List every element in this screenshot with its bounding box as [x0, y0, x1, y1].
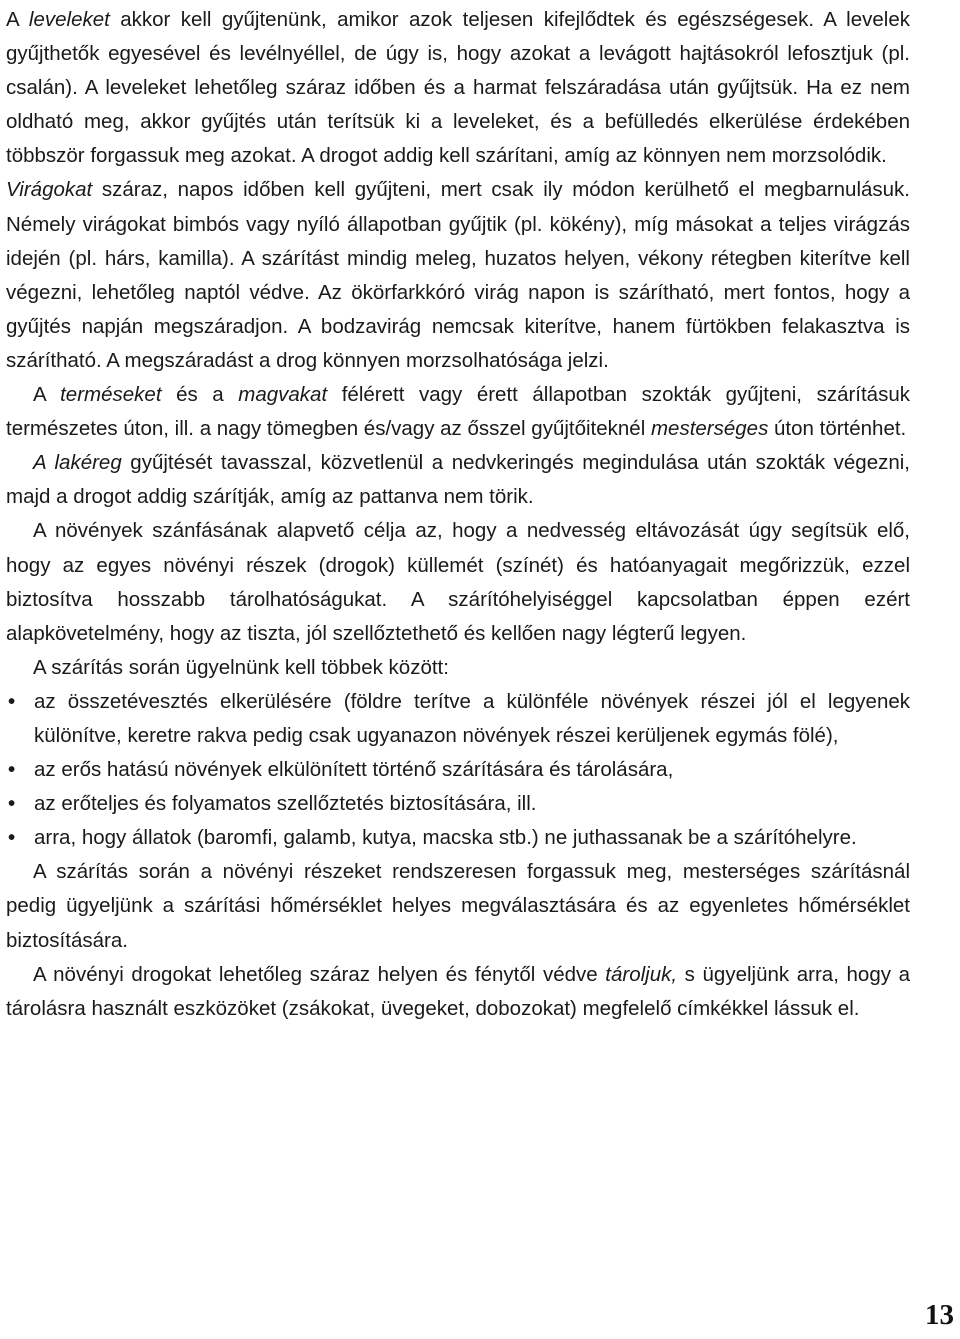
intro-paragraphs	[6, 3, 910, 685]
bullet-icon: •	[8, 758, 16, 782]
italic-term: terméseket	[60, 383, 162, 407]
paragraph-text: gyűjtését tavasszal, közvetlenül a nedvkeringés megindulása után szokták végezni, majd a drogot addig szárítják, amíg az pattanva nem törik.	[6, 451, 911, 509]
paragraph-text: s ügyeljünk arra, hogy a tárolásra használt eszközöket (zsákokat, üvegeket, dobozokat) megfelelő címkékkel lássuk el.	[6, 962, 910, 1020]
page-number: 13	[925, 1299, 954, 1331]
list-item-text: az erős hatású növények elkülönített történő szárítására és tárolására,	[34, 758, 674, 782]
bullet-icon: •	[8, 689, 16, 713]
paragraph-text: száraz, napos időben kell gyűjteni, mert csak ily módon kerülhető el megbarnulásuk. Némely virágokat bimbós vagy nyíló állapotban gyűjtik (pl. kökény), míg másokat a teljes virágzás idején (pl. hárs, kamilla). A szárítást mindig meleg, huzatos helyen, vékony rétegben kiterítve kell végezni, lehetőleg naptól védve. Az ökörfarkkóró virág napon is szárítható, mert fontos, hogy a gyűjtés napján megszáradjon. A bodzavirág nemcsak kiterítve, hanem fürtökben felakasztva is szárítható. A megszáradást a drog könnyen morzsolhatósága jelzi.	[6, 178, 910, 372]
list-item-text: arra, hogy állatok (baromfi, galamb, kutya, macska stb.) ne juthassanak be a szárítóhelyre.	[34, 826, 857, 850]
italic-term: A lakéreg	[33, 451, 122, 475]
paragraph-text: A	[6, 8, 29, 31]
bullet-icon: •	[8, 826, 16, 850]
list-item	[6, 685, 910, 753]
document-body	[6, 3, 910, 1026]
intro-paragraph	[6, 651, 910, 685]
list-item	[6, 753, 910, 787]
italic-term: mesterséges	[650, 417, 769, 441]
paragraph-text: A növények szánfásának alapvető célja az, hogy a nedvesség eltávozását úgy segítsük elő, hogy az egyes növényi részek (drogok) küllemét (színét) és hatóanyagait megőrizzük, ezzel biztosítva hosszabb tárolhatóságukat. A szárítóhelyiséggel kapcsolatban éppen ezért alapkövetelmény, hogy az tiszta, jól szellőztethető és kellően nagy légterű legyen.	[6, 519, 910, 645]
closing-paragraph	[6, 958, 910, 1026]
paragraph-text: A növényi drogokat lehetőleg száraz helyen és fénytől védve	[33, 962, 606, 986]
bullet-icon: •	[8, 792, 16, 816]
closing-paragraphs	[6, 855, 910, 1025]
italic-term: tároljuk,	[605, 962, 678, 986]
italic-term: Virágokat	[6, 178, 93, 202]
paragraph-text: és a	[161, 383, 239, 407]
list-item	[6, 787, 910, 821]
intro-paragraph	[6, 173, 910, 378]
intro-paragraph	[6, 446, 910, 514]
intro-paragraph	[6, 378, 910, 446]
italic-term: magvakat	[238, 383, 328, 407]
paragraph-text: akkor kell gyűjtenünk, amikor azok teljesen kifejlődtek és egészségesek. A levelek gyűjthetők egyesével és levélnyéllel, de úgy is, hogy azokat a levágott hajtásokról lefosztjuk (pl. csalán). A leveleket lehetőleg száraz időben és a harmat felszáradása után gyűjtsük. Ha ez nem oldható meg, akkor gyűjtés után terítsük ki a leveleket, és a befülledés elkerülése érdekében többször forgassuk meg azokat. A drogot addig kell szárítani, amíg az könnyen nem morzsolódik.	[6, 8, 910, 168]
paragraph-text: úton történhet.	[768, 417, 907, 441]
paragraph-text: A szárítás során a növényi részeket rendszeresen forgassuk meg, mesterséges szárításnál pedig ügyeljünk a szárítási hőmérséklet helyes megválasztására és az egyenletes hőmérséklet biztosítására.	[6, 860, 910, 952]
bullet-list	[6, 685, 910, 855]
list-item	[6, 821, 910, 855]
intro-paragraph	[6, 514, 910, 650]
closing-paragraph	[6, 855, 910, 957]
paragraph-text: félérett vagy érett állapotban szokták gyűjteni, szárításuk természetes úton, ill. a nagy tömegben és/vagy az ősszel gyűjtőiteknél	[6, 383, 910, 441]
list-item-text: az összetévesztés elkerülésére (földre terítve a különféle növények részei jól el legyenek különítve, keretre rakva pedig csak ugyanazon növények részei kerüljenek egymás fölé),	[34, 689, 910, 747]
intro-paragraph	[6, 3, 910, 173]
list-item-text: az erőteljes és folyamatos szellőztetés biztosítására, ill.	[34, 792, 537, 816]
paragraph-text: A	[33, 383, 61, 407]
paragraph-text: A szárítás során ügyelnünk kell többek között:	[33, 655, 449, 679]
italic-term: leveleket	[28, 8, 110, 31]
